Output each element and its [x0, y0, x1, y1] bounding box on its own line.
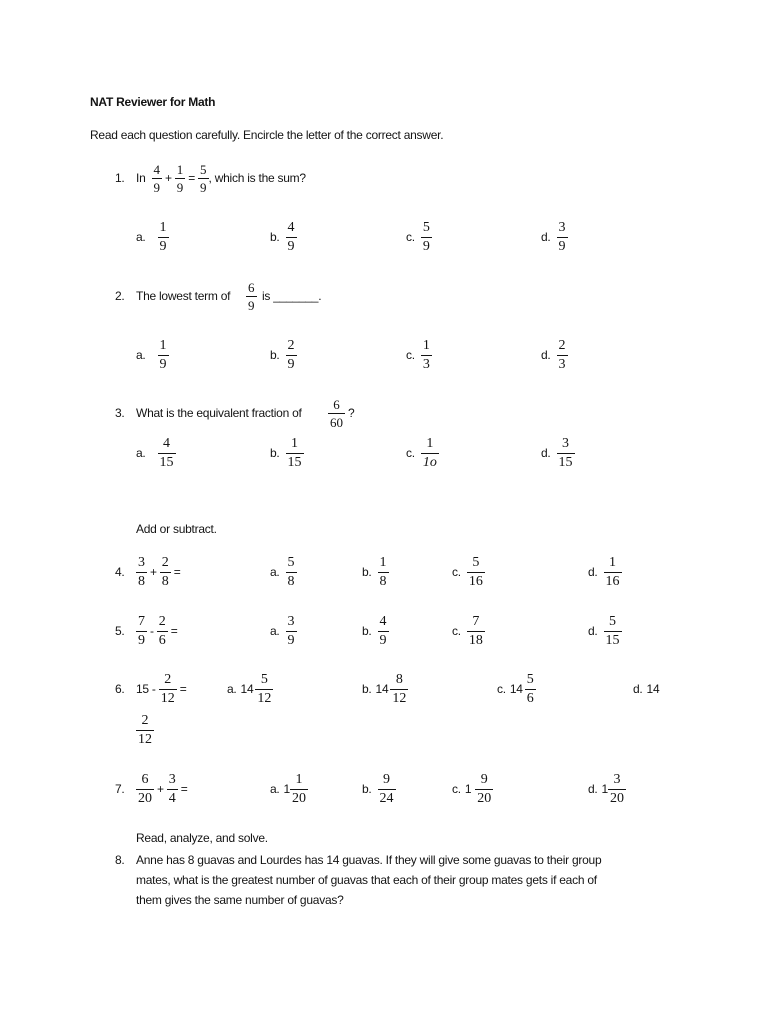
numerator: 1	[422, 337, 430, 353]
fraction	[467, 615, 485, 648]
denominator: 8	[138, 573, 145, 589]
option-letter: d.	[588, 782, 598, 796]
question-5	[0, 611, 768, 651]
option-letter: c.	[452, 565, 461, 579]
fraction	[286, 556, 297, 589]
stem-text: , which is the sum?	[208, 171, 306, 185]
numerator: 7	[472, 613, 480, 629]
question-expression	[136, 669, 186, 709]
denominator: 12	[138, 731, 152, 747]
whole-number: 14	[240, 682, 254, 696]
numerator: 3	[168, 771, 176, 787]
denominator: 8	[379, 573, 387, 589]
equals-sign: =	[179, 682, 187, 696]
fraction	[421, 221, 432, 254]
numerator: 2	[287, 337, 295, 353]
option-c	[452, 552, 485, 592]
option-c	[406, 433, 439, 473]
denominator: 9	[138, 632, 145, 648]
option-letter: c.	[497, 682, 506, 696]
option-letter: b.	[362, 682, 372, 696]
whole-number: 14	[375, 682, 389, 696]
page-title: NAT Reviewer for Math	[90, 95, 216, 109]
option-d	[541, 433, 575, 473]
denominator: 15	[558, 454, 573, 470]
question-number: 3.	[115, 406, 125, 420]
whole-number: 14	[646, 682, 660, 696]
numerator: 5	[609, 613, 617, 629]
numerator: 5	[526, 671, 534, 687]
option-c	[406, 335, 432, 375]
option-letter: d.	[541, 348, 551, 362]
numerator: 7	[138, 613, 145, 629]
fraction	[378, 556, 389, 589]
denominator: 12	[392, 690, 407, 706]
stem-text: ?	[348, 406, 355, 420]
numerator: 5	[472, 554, 480, 570]
fraction	[246, 281, 257, 312]
denominator: 9	[558, 238, 566, 254]
operator: +	[157, 782, 164, 796]
denominator: 20	[477, 790, 492, 806]
option-letter: d.	[633, 682, 643, 696]
operator: +	[150, 565, 157, 579]
option-a	[227, 669, 273, 709]
equals-sign: =	[170, 624, 178, 638]
option-a	[270, 611, 297, 651]
option-a	[270, 769, 308, 809]
numerator: 1	[291, 435, 299, 451]
fraction	[167, 773, 178, 806]
whole-number: 1	[283, 782, 290, 796]
option-letter: c.	[452, 782, 461, 796]
fraction	[328, 398, 345, 429]
fraction	[467, 556, 485, 589]
fraction	[160, 556, 171, 589]
numerator: 4	[153, 161, 161, 177]
fraction	[378, 615, 389, 648]
wrapped-fraction	[136, 710, 154, 750]
option-letter: d.	[588, 624, 598, 638]
fraction	[378, 773, 396, 806]
numerator: 1	[379, 554, 387, 570]
option-b	[362, 611, 389, 651]
denominator: 18	[468, 632, 483, 648]
fraction	[286, 339, 297, 372]
denominator: 12	[160, 690, 175, 706]
option-c	[452, 611, 485, 651]
option-c	[497, 669, 536, 709]
instructions: Read each question carefully. Encircle the letter of the correct answer.	[90, 128, 444, 142]
fraction	[175, 163, 186, 194]
denominator: 20	[291, 790, 306, 806]
option-letter: c.	[406, 446, 415, 460]
fraction	[136, 714, 154, 747]
denominator: 8	[161, 573, 169, 589]
question-number: 5.	[115, 624, 125, 638]
denominator: 9	[379, 632, 387, 648]
question-number: 1.	[115, 171, 125, 185]
option-b	[362, 552, 389, 592]
denominator: 60	[330, 414, 343, 430]
stem-fraction	[246, 276, 257, 316]
fraction	[421, 437, 439, 470]
denominator: 9	[287, 632, 295, 648]
numerator: 2	[558, 337, 566, 353]
fraction	[421, 339, 432, 372]
option-letter: d.	[541, 446, 551, 460]
option-d	[588, 552, 622, 592]
question-expression	[136, 769, 188, 809]
fraction	[290, 773, 308, 806]
denominator: 20	[138, 790, 152, 806]
stem-text: In	[136, 171, 146, 185]
numerator: 5	[260, 671, 268, 687]
denominator: 9	[159, 238, 167, 254]
option-c	[452, 769, 493, 809]
denominator: 12	[257, 690, 272, 706]
whole-number: 1	[601, 782, 608, 796]
numerator: 5	[200, 161, 207, 177]
stem-text: The lowest term of	[136, 289, 231, 303]
numerator: 1	[426, 435, 434, 451]
numerator: 9	[480, 771, 488, 787]
fraction	[158, 437, 176, 470]
section-heading: Add or subtract.	[136, 522, 217, 536]
question-text-line: Anne has 8 guavas and Lourdes has 14 guavas. If they will give some guavas to their group	[136, 853, 602, 867]
numerator: 5	[422, 219, 430, 235]
denominator: 8	[287, 573, 295, 589]
denominator: 1o	[422, 454, 437, 470]
fraction	[604, 615, 622, 648]
question-number: 6.	[115, 682, 125, 696]
denominator: 4	[168, 790, 176, 806]
mixed-number	[376, 673, 409, 706]
numerator: 2	[161, 554, 169, 570]
option-letter: b.	[362, 782, 372, 796]
numerator: 9	[383, 771, 391, 787]
option-a	[270, 552, 297, 592]
option-letter: b.	[362, 624, 372, 638]
option-d	[541, 335, 568, 375]
question-number: 2.	[115, 289, 125, 303]
question-3-options	[0, 433, 768, 473]
option-d	[588, 769, 626, 809]
denominator: 9	[248, 297, 255, 313]
fraction	[604, 556, 622, 589]
option-b	[362, 669, 408, 709]
question-number: 7.	[115, 782, 125, 796]
mixed-number	[465, 773, 493, 806]
question-1-options	[0, 217, 768, 257]
equals-sign: =	[180, 782, 188, 796]
numerator: 2	[164, 671, 172, 687]
mixed-number	[510, 673, 536, 706]
fraction	[136, 773, 154, 806]
numerator: 5	[287, 554, 295, 570]
option-letter: b.	[270, 230, 280, 244]
denominator: 6	[526, 690, 534, 706]
denominator: 9	[153, 179, 161, 195]
fraction	[557, 339, 568, 372]
numerator: 4	[287, 219, 295, 235]
option-a	[136, 433, 176, 473]
option-c	[406, 217, 432, 257]
whole-number: 14	[509, 682, 523, 696]
numerator: 4	[379, 613, 387, 629]
denominator: 9	[159, 356, 167, 372]
option-letter: a.	[136, 348, 146, 362]
option-b	[362, 769, 396, 809]
denominator: 16	[605, 573, 620, 589]
whole-number: 15 -	[136, 682, 156, 696]
fraction	[557, 221, 568, 254]
denominator: 6	[158, 632, 166, 648]
numerator: 3	[558, 219, 566, 235]
numerator: 1	[159, 337, 167, 353]
numerator: 6	[333, 396, 340, 412]
option-d	[633, 669, 659, 709]
numerator: 8	[395, 671, 403, 687]
fraction	[152, 163, 163, 194]
fraction	[286, 221, 297, 254]
option-letter: a.	[136, 230, 146, 244]
denominator: 15	[287, 454, 302, 470]
denominator: 20	[609, 790, 624, 806]
denominator: 3	[558, 356, 566, 372]
option-letter: c.	[452, 624, 461, 638]
option-letter: b.	[270, 446, 280, 460]
fraction	[475, 773, 493, 806]
fraction	[390, 673, 408, 706]
option-letter: a.	[270, 624, 280, 638]
mixed-number	[602, 773, 626, 806]
fraction	[158, 339, 169, 372]
stem-fraction	[328, 393, 354, 433]
question-2	[0, 276, 768, 316]
option-letter: c.	[406, 230, 415, 244]
option-d	[588, 611, 622, 651]
fraction	[136, 556, 147, 589]
numerator: 3	[613, 771, 621, 787]
denominator: 16	[468, 573, 483, 589]
numerator: 2	[158, 613, 166, 629]
option-b	[270, 335, 297, 375]
option-letter: a.	[227, 682, 237, 696]
option-d	[541, 217, 568, 257]
stem-text: is _______.	[262, 289, 322, 303]
question-stem	[136, 158, 306, 198]
fraction	[557, 437, 575, 470]
question-text-line: mates, what is the greatest number of guavas that each of their group mates gets if each of	[136, 873, 597, 887]
denominator: 9	[422, 238, 430, 254]
fraction	[157, 615, 168, 648]
denominator: 15	[159, 454, 174, 470]
option-a	[136, 217, 169, 257]
question-number: 4.	[115, 565, 125, 579]
numerator: 3	[138, 554, 145, 570]
option-a	[136, 335, 169, 375]
numerator: 3	[287, 613, 295, 629]
question-expression	[136, 611, 178, 651]
question-4	[0, 552, 768, 592]
denominator: 9	[176, 179, 184, 195]
numerator: 1	[159, 219, 167, 235]
fraction	[159, 673, 177, 706]
denominator: 3	[422, 356, 430, 372]
denominator: 15	[605, 632, 620, 648]
option-letter: b.	[270, 348, 280, 362]
numerator: 3	[562, 435, 570, 451]
fraction	[286, 615, 297, 648]
question-2-options	[0, 335, 768, 375]
operator: +	[165, 171, 172, 185]
section-heading: Read, analyze, and solve.	[136, 831, 268, 845]
denominator: 9	[287, 238, 295, 254]
option-letter: d.	[588, 565, 598, 579]
mixed-number	[241, 673, 274, 706]
question-6-option-d-continued	[0, 710, 768, 750]
denominator: 24	[379, 790, 394, 806]
question-6	[0, 669, 768, 709]
whole-number: 1	[464, 782, 472, 796]
option-letter: b.	[362, 565, 372, 579]
fraction	[255, 673, 273, 706]
fraction	[525, 673, 536, 706]
question-number: 8.	[115, 853, 125, 867]
mixed-number	[284, 773, 308, 806]
option-letter: a.	[270, 565, 280, 579]
option-b	[270, 433, 304, 473]
denominator: 9	[287, 356, 295, 372]
fraction	[158, 221, 169, 254]
fraction	[198, 163, 209, 194]
equals-sign: =	[173, 565, 181, 579]
option-letter: d.	[541, 230, 551, 244]
numerator: 1	[176, 161, 184, 177]
fraction	[136, 615, 147, 648]
numerator: 6	[248, 279, 255, 295]
operator: -	[150, 624, 154, 638]
numerator: 4	[163, 435, 171, 451]
option-letter: c.	[406, 348, 415, 362]
equals-sign: =	[188, 171, 196, 185]
stem-text: What is the equivalent fraction of	[136, 406, 302, 420]
question-7	[0, 769, 768, 809]
denominator: 9	[200, 179, 207, 195]
fraction	[608, 773, 626, 806]
option-b	[270, 217, 297, 257]
question-3	[0, 393, 768, 433]
numerator: 2	[141, 712, 149, 728]
question-text-line: them gives the same number of guavas?	[136, 893, 344, 907]
question-expression	[136, 552, 181, 592]
option-letter: a.	[270, 782, 280, 796]
numerator: 1	[295, 771, 303, 787]
numerator: 6	[141, 771, 149, 787]
question-1	[0, 158, 768, 198]
option-letter: a.	[136, 446, 146, 460]
numerator: 1	[609, 554, 617, 570]
fraction	[286, 437, 304, 470]
